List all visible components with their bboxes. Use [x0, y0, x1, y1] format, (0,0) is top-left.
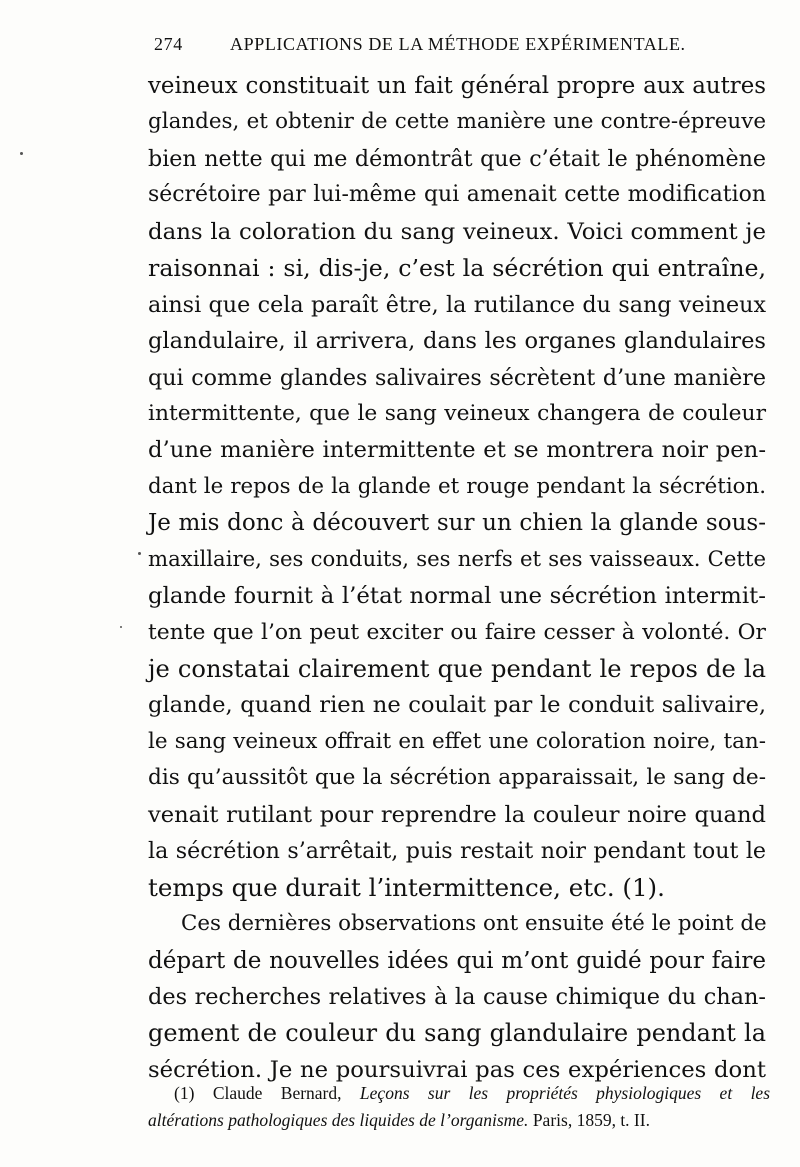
text-line: gement de couleur du sang glandulaire pendant la: [148, 1019, 766, 1048]
text-line: veineux constituait un fait général propre aux autres: [148, 73, 766, 99]
page-number: 274: [154, 34, 183, 54]
print-speck: [20, 152, 23, 155]
text-line: dis qu’aussitôt que la sécrétion apparaissait, le sang de-: [148, 765, 766, 791]
footnote: [148, 1080, 770, 1134]
footnote-title-continued: altérations pathologiques des liquides de l’organisme.: [148, 1110, 529, 1130]
paragraph-last-line: temps que durait l’intermittence, etc. (1).: [148, 872, 665, 902]
text-line: glande fournit à l’état normal une sécrétion intermit-: [148, 583, 766, 610]
text-line: je constatai clairement que pendant le repos de la: [148, 655, 766, 683]
text-line: départ de nouvelles idées qui m’ont guidé pour faire: [148, 947, 766, 974]
body-text: [148, 68, 766, 1088]
text-line: dans la coloration du sang veineux. Voici comment je: [148, 218, 766, 245]
text-line: maxillaire, ses conduits, ses nerfs et ses vaisseaux. Cette: [148, 546, 766, 572]
print-speck: [120, 626, 122, 628]
text-line: raisonnai : si, dis-je, c’est la sécrétion qui entraîne,: [148, 254, 766, 283]
footnote-line: [148, 1107, 770, 1134]
text-line: venait rutilant pour reprendre la couleur noire quand: [148, 801, 766, 828]
text-line: glande, quand rien ne coulait par le conduit salivaire,: [148, 692, 766, 719]
print-speck: [138, 552, 141, 555]
text-line: glandes, et obtenir de cette manière une contre-épreuve: [148, 109, 766, 135]
text-line: ainsi que cela paraît être, la rutilance du sang veineux: [148, 291, 766, 318]
footnote-author: Claude Bernard,: [212, 1083, 342, 1103]
text-line: sécrétoire par lui-même qui amenait cette modification: [148, 182, 766, 208]
text-line: intermittente, que le sang veineux changera de couleur: [148, 400, 766, 426]
text-line: la sécrétion s’arrêtait, puis restait noir pendant tout le: [148, 838, 766, 865]
footnote-title: Leçons sur les propriétés physiologiques et les: [359, 1083, 771, 1103]
text-line: qui comme glandes salivaires sécrètent d’une manière: [148, 364, 766, 391]
text-line: glandulaire, il arrivera, dans les organes glandulaires: [148, 328, 766, 355]
footnote-line: [148, 1080, 770, 1107]
text-line: Je mis donc à découvert sur un chien la glande sous-: [148, 510, 766, 537]
text-line: le sang veineux offrait en effet une coloration noire, tan-: [148, 728, 766, 754]
text-line: bien nette qui me démontrât que c’était le phénomène: [148, 145, 766, 172]
text-line: tente que l’on peut exciter ou faire cesser à volonté. Or: [148, 619, 766, 645]
text-line: des recherches relatives à la cause chimique du chan-: [148, 983, 766, 1010]
footnote-marker: (1): [174, 1083, 195, 1103]
page-header: [154, 34, 774, 58]
text-line: d’une manière intermittente et se montrera noir pen-: [148, 437, 766, 464]
paragraph-first-line: Ces dernières observations ont ensuite été le point de: [181, 911, 767, 937]
text-line: sécrétion. Je ne poursuivrai pas ces expériences dont: [148, 1056, 766, 1083]
running-title: APPLICATIONS DE LA MÉTHODE EXPÉRIMENTALE.: [230, 34, 686, 54]
footnote-publication: Paris, 1859, t. II.: [532, 1110, 650, 1130]
text-line: dant le repos de la glande et rouge pendant la sécrétion.: [148, 473, 766, 499]
